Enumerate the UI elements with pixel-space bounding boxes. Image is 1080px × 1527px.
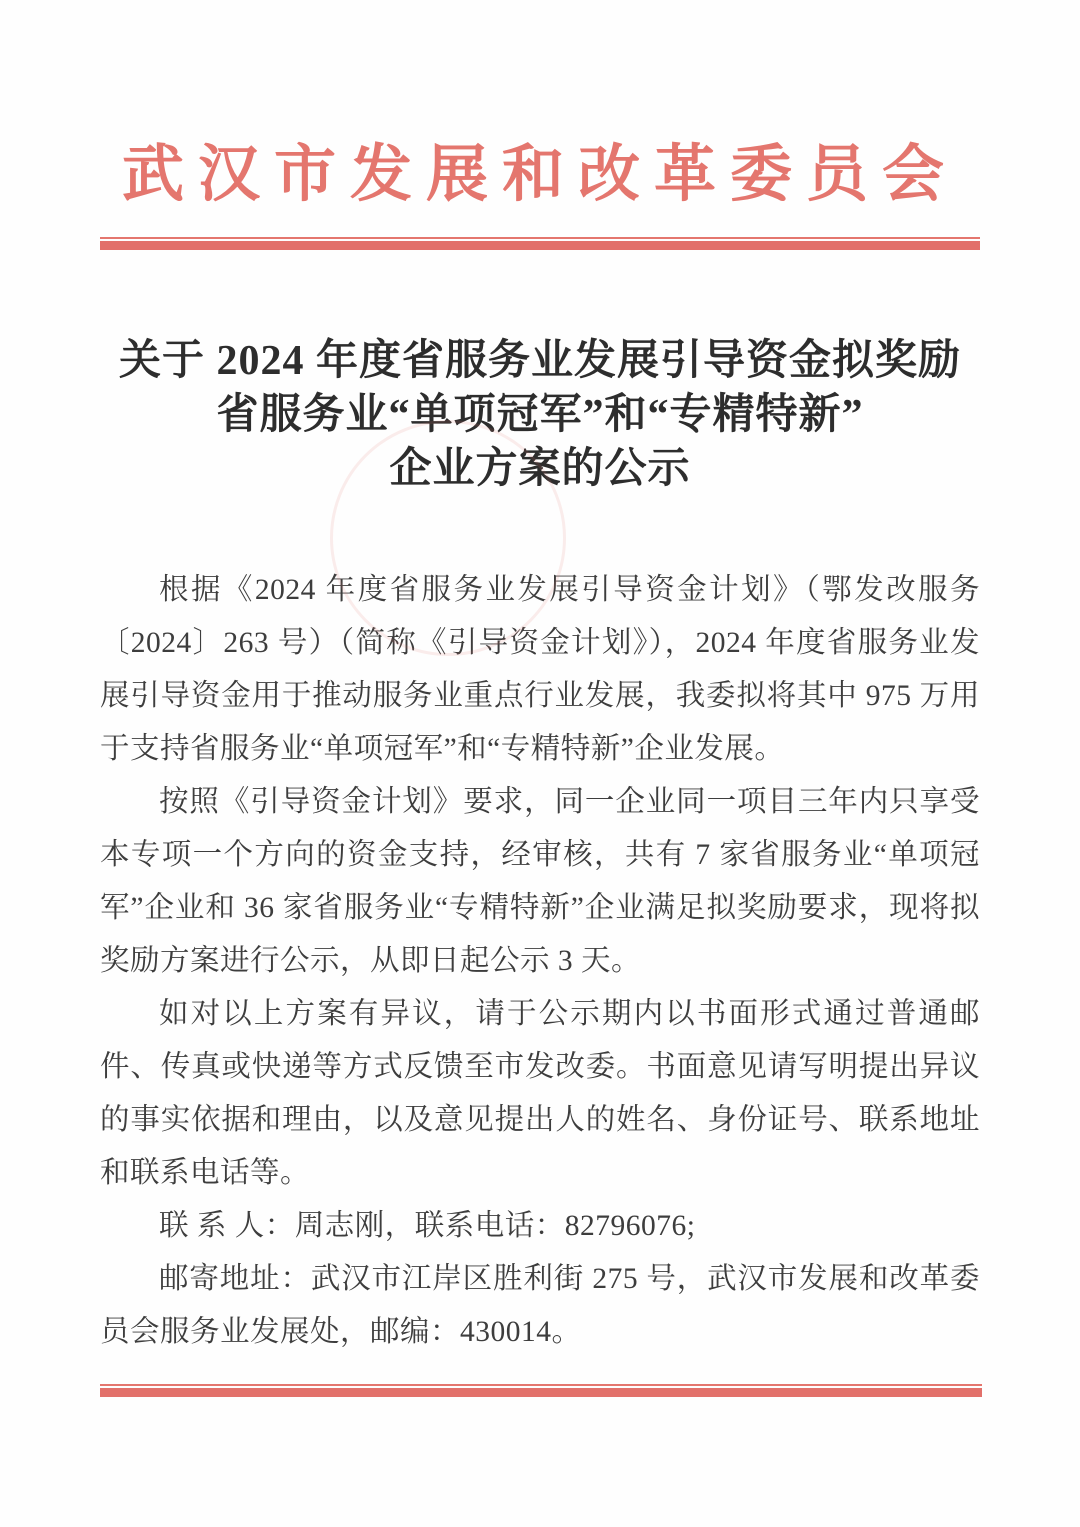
- body-paragraph-objection-instructions: 如对以上方案有异议，请于公示期内以书面形式通过普通邮件、传真或快递等方式反馈至市发改委。书面意见请写明提出异议的事实依据和理由，以及意见提出人的姓名、身份证号、联系地址和联系电话等。: [100, 998, 980, 1189]
- mailing-address-line: 邮寄地址：武汉市江岸区胜利街 275 号，武汉市发展和改革委员会服务业发展处，邮编：430014。: [100, 1263, 980, 1348]
- document-title-line-1: 关于 2024 年度省服务业发展引导资金拟奖励: [118, 338, 961, 384]
- document-title-line-3: 企业方案的公示: [389, 446, 691, 492]
- contact-person-line: 联 系 人：周志刚，联系电话：82796076;: [159, 1210, 696, 1242]
- body-paragraph-basis: 根据《2024 年度省服务业发展引导资金计划》（鄂发改服务〔2024〕263 号）（简称《引导资金计划》），2024 年度省服务业发展引导资金用于推动服务业重点行业发展，我委拟将其中 975 万用于支持省服务业“单项冠军”和“专精特新”企业发展。: [100, 574, 980, 765]
- body-paragraph-review-result: 按照《引导资金计划》要求，同一企业同一项目三年内只享受本专项一个方向的资金支持，经审核，共有 7 家省服务业“单项冠军”企业和 36 家省服务业“专精特新”企业满足拟奖励要求，现将拟奖励方案进行公示，从即日起公示 3 天。: [100, 786, 980, 977]
- document-title-line-2: 省服务业“单项冠军”和“专精特新”: [216, 392, 864, 438]
- agency-letterhead-name: 武汉市发展和改革委员会: [121, 141, 958, 209]
- footer-divider-line: [100, 1384, 982, 1397]
- document-title: [90, 334, 990, 496]
- document-body: [100, 564, 980, 1359]
- header-divider-line: [100, 237, 980, 250]
